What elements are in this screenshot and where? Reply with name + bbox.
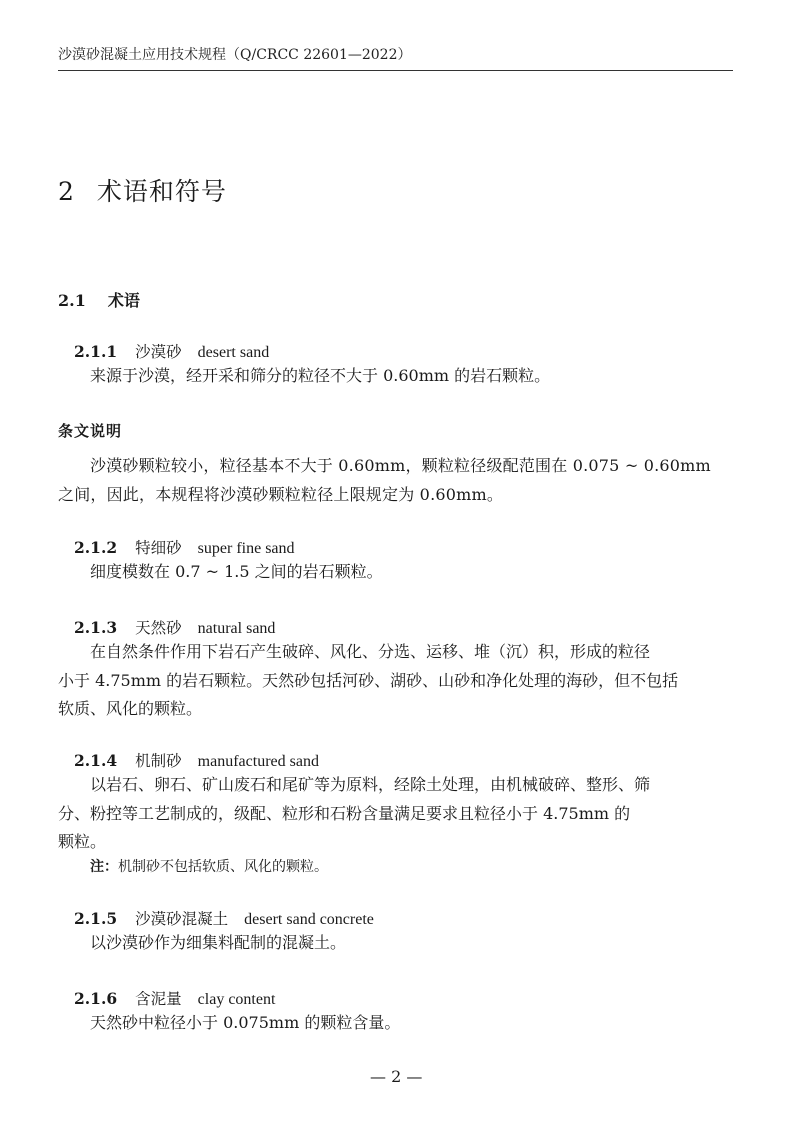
term-english: super fine sand (197, 540, 295, 557)
definition-line: 小于 4.75mm 的岩石颗粒。天然砂包括河砂、湖砂、山砂和净化处理的海砂，但不包括 (58, 670, 679, 690)
note-text: 机制砂不包括软质、风化的颗粒。 (118, 859, 328, 875)
definition-line: 来源于沙漠，经开采和筛分的粒径不大于 0.60mm 的岩石颗粒。 (90, 366, 551, 385)
term-definition (58, 1009, 733, 1038)
definition-line: 天然砂中粒径小于 0.075mm 的颗粒含量。 (90, 1013, 401, 1032)
definition-line: 以沙漠砂作为细集料配制的混凝土。 (90, 933, 347, 952)
term-heading (74, 907, 374, 929)
term-chinese: 天然砂 (135, 619, 182, 637)
header-rule (58, 70, 733, 71)
running-header: 沙漠砂混凝土应用技术规程（Q/CRCC 22601—2022） (58, 47, 412, 63)
term-heading (74, 616, 275, 638)
term-chinese: 沙漠砂混凝土 (135, 910, 229, 928)
term-heading (74, 536, 295, 558)
definition-line: 细度模数在 0.7 ~ 1.5 之间的岩石颗粒。 (90, 562, 383, 581)
term-definition (58, 929, 733, 958)
term-chinese: 机制砂 (135, 752, 182, 770)
term-number: 2.1.1 (74, 342, 118, 361)
term-definition (58, 362, 733, 391)
term-heading (74, 749, 319, 771)
commentary-line: 沙漠砂颗粒较小，粒径基本不大于 0.60mm，颗粒粒径级配范围在 0.075 ~ 0.60mm (90, 456, 711, 475)
term-english: desert sand (197, 344, 270, 361)
section-heading (58, 288, 140, 311)
term-chinese: 特细砂 (135, 539, 182, 557)
term-note (90, 856, 328, 876)
term-definition (58, 558, 733, 587)
chapter-title-text: 术语和符号 (96, 177, 227, 206)
term-number: 2.1.2 (74, 538, 118, 557)
note-label: 注： (90, 859, 118, 875)
section-number: 2.1 (58, 291, 86, 310)
term-heading (74, 340, 269, 362)
page-number: — 2 — (370, 1067, 423, 1086)
commentary-line: 之间，因此，本规程将沙漠砂颗粒粒径上限规定为 0.60mm。 (58, 484, 504, 504)
term-definition (58, 771, 733, 857)
definition-line: 在自然条件作用下岩石产生破碎、风化、分选、运移、堆（沉）积，形成的粒径 (90, 642, 651, 661)
chapter-number: 2 (58, 177, 75, 206)
term-number: 2.1.5 (74, 909, 118, 928)
term-number: 2.1.4 (74, 751, 118, 770)
definition-line: 以岩石、卵石、矿山废石和尾矿等为原料，经除土处理，由机械破碎、整形、筛 (90, 775, 651, 794)
term-english: desert sand concrete (244, 911, 374, 928)
term-chinese: 沙漠砂 (135, 343, 182, 361)
term-english: manufactured sand (197, 753, 319, 770)
term-heading (74, 987, 275, 1009)
commentary-title: 条文说明 (58, 422, 123, 440)
term-definition (58, 638, 733, 724)
commentary-body (58, 452, 733, 509)
term-number: 2.1.6 (74, 989, 118, 1008)
definition-line: 颗粒。 (58, 832, 107, 851)
section-title-text: 术语 (107, 291, 140, 310)
term-english: clay content (197, 991, 276, 1008)
chapter-title (58, 172, 227, 208)
term-chinese: 含泥量 (135, 990, 182, 1008)
term-english: natural sand (197, 620, 276, 637)
definition-line: 分、粉控等工艺制成的，级配、粒形和石粉含量满足要求且粒径小于 4.75mm 的 (58, 803, 631, 823)
term-number: 2.1.3 (74, 618, 118, 637)
definition-line: 软质、风化的颗粒。 (58, 699, 203, 718)
